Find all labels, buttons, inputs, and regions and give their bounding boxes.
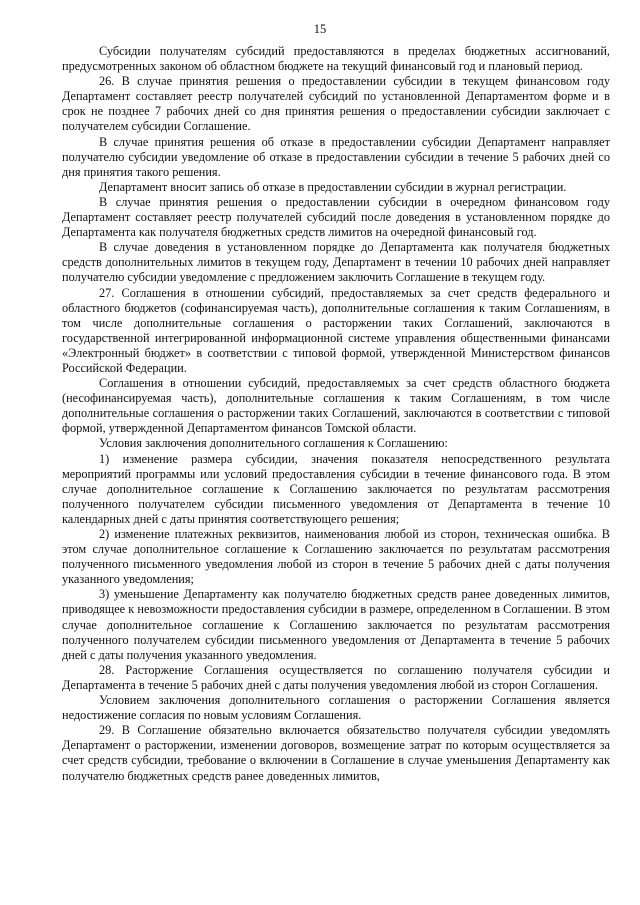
- paragraph-26-current-year: 26. В случае принятия решения о предоставлении субсидии в текущем финансовом году Департамент составляет реестр получателей субсидий по установленной Департаментом форме и в срок не позднее 7 рабочих дней со дня принятия решения о предоставлении субсидии заключает с получателем субсидии Соглашение.: [62, 74, 610, 134]
- paragraph-condition-2: 2) изменение платежных реквизитов, наименования любой из сторон, техническая ошибка. В этом случае дополнительное соглашение к Соглашению заключается по результатам рассмотрения полученного письменного уведомления любой из сторон в течение 5 рабочих дней с даты получения указанного уведомления;: [62, 527, 610, 587]
- paragraph-subsidy-limits: Субсидии получателям субсидий предоставляются в пределах бюджетных ассигнований, предусмотренных законом об областном бюджете на текущий финансовый год и плановый период.: [62, 44, 610, 74]
- paragraph-condition-1: 1) изменение размера субсидии, значения показателя непосредственного результата мероприятий программы или условий предоставления субсидии в течение финансового года. В этом случае дополнительное соглашение к Соглашению заключается по результатам рассмотрения полученного получателем субсидии письменного уведомления от Департамента в течение 10 календарных дней с даты принятия соответствующего решения;: [62, 451, 610, 526]
- paragraph-additional-limits: В случае доведения в установленном порядке до Департамента как получателя бюджетных средств дополнительных лимитов в текущем году, Департамент в течении 10 рабочих дней направляет получателю субсидии уведомление с предложением заключить Соглашение в текущем году.: [62, 240, 610, 285]
- paragraph-regional-agreements: Соглашения в отношении субсидий, предоставляемых за счет средств областного бюджета (несофинансируемая часть), дополнительные соглашения к таким Соглашениям, в том числе дополнительные соглашения о расторжении таких Соглашений, заключаются в соответствии с типовой формой, утвержденной Департаментом финансов Томской области.: [62, 376, 610, 436]
- page-number: 15: [313, 22, 327, 36]
- document-body: [62, 44, 610, 784]
- paragraph-refusal-notice: В случае принятия решения об отказе в предоставлении субсидии Департамент направляет получателю субсидии уведомление об отказе в предоставлении субсидии в течение 5 рабочих дней со дня принятия такого решения.: [62, 134, 610, 179]
- paragraph-refusal-journal: Департамент вносит запись об отказе в предоставлении субсидии в журнал регистрации.: [99, 179, 567, 194]
- paragraph-condition-3: 3) уменьшение Департаменту как получателю бюджетных средств ранее доведенных лимитов, приводящее к невозможности предоставления субсидии в размере, определенном в Соглашении. В этом случае дополнительное соглашение к Соглашению заключается по результатам рассмотрения полученного получателем субсидии письменного уведомления от Департамента в течение 5 рабочих дней с даты получения указанного уведомления.: [62, 587, 610, 662]
- paragraph-29-obligations: 29. В Соглашение обязательно включается обязательство получателя субсидии уведомлять Департамент о расторжении, изменении договоров, возмещение затрат по которым осуществляется за счет средств субсидии, требование о включении в Соглашение в случае уменьшения Департаменту как получателю бюджетных средств ранее доведенных лимитов,: [62, 723, 610, 783]
- paragraph-28-termination: 28. Расторжение Соглашения осуществляется по соглашению получателя субсидии и Департамента в течение 5 рабочих дней с даты получения уведомления любой из сторон Соглашения.: [62, 662, 610, 692]
- paragraph-termination-condition: Условием заключения дополнительного соглашения о расторжении Соглашения является недостижение согласия по новым условиям Соглашения.: [62, 693, 610, 723]
- paragraph-27-federal-agreements: 27. Соглашения в отношении субсидий, предоставляемых за счет средств федерального и областного бюджетов (софинансируемая часть), дополнительные соглашения к таким Соглашениям, в том числе дополнительные соглашения о расторжении таких Соглашений, заключаются в государственной интегрированной информационной системе управления общественными финансами «Электронный бюджет» в соответствии с типовой формой, утвержденной Министерством финансов Российской Федерации.: [62, 285, 610, 375]
- paragraph-conditions-heading: Условия заключения дополнительного соглашения к Соглашению:: [99, 436, 448, 451]
- paragraph-next-year: В случае принятия решения о предоставлении субсидии в очередном финансовом году Департамент составляет реестр получателей субсидий после доведения в установленном порядке до Департамента как получателя бюджетных средств лимитов на очередной финансовый год.: [62, 194, 610, 240]
